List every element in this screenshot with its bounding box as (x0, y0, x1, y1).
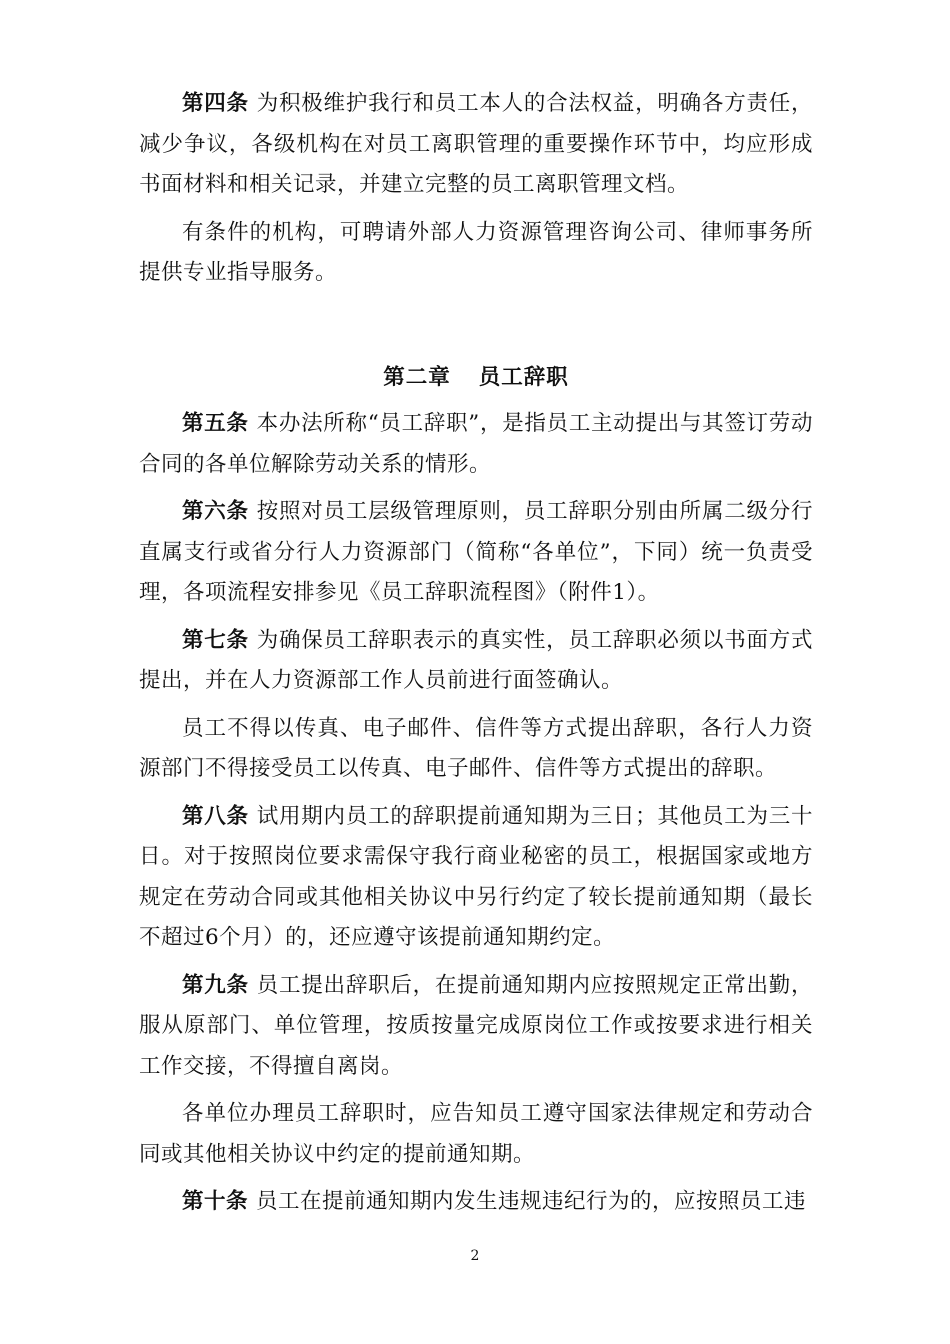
article-text: 员工提出辞职后，在提前通知期内应按照规定正常出勤，服从原部门、单位管理，按质按量完成原岗位工作或按要求进行相关工作交接，不得擅自离岗。 (139, 972, 813, 1079)
article-text: 为积极维护我行和员工本人的合法权益，明确各方责任，减少争议，各级机构在对员工离职管理的重要操作环节中，均应形成书面材料和相关记录，并建立完整的员工离职管理文档。 (139, 91, 813, 197)
article-label: 第八条 (182, 803, 249, 829)
chapter-heading (139, 358, 813, 399)
article-label: 第五条 (182, 411, 249, 436)
article-text: 员工在提前通知期内发生违规违纪行为的，应按照员工违 (256, 1189, 807, 1214)
article-label: 第十条 (182, 1189, 249, 1214)
article-label: 第四条 (182, 91, 249, 116)
article-paragraph-6 (139, 492, 813, 614)
chapter-title: 员工辞职 (478, 364, 569, 390)
body-paragraph (139, 1094, 813, 1175)
article-label: 第七条 (182, 627, 249, 653)
page-number: 2 (470, 1248, 480, 1264)
body-paragraph (139, 709, 813, 790)
chapter-number: 第二章 (383, 364, 451, 390)
paragraph-text: 员工不得以传真、电子邮件、信件等方式提出辞职，各行人力资源部门不得接受员工以传真、电子邮件、信件等方式提出的辞职。 (139, 715, 813, 781)
document-body (139, 84, 813, 1230)
article-label: 第九条 (182, 972, 249, 998)
article-paragraph-8 (139, 797, 813, 959)
article-label: 第六条 (182, 499, 249, 524)
article-paragraph-10 (139, 1182, 813, 1223)
article-text: 为确保员工辞职表示的真实性，员工辞职必须以书面方式提出，并在人力资源部工作人员前进行面签确认。 (139, 627, 813, 693)
article-text: 按照对员工层级管理原则，员工辞职分别由所属二级分行直属支行或省分行人力资源部门（简称“各单位”，下同）统一负责受理，各项流程安排参见《员工辞职流程图》（附件1）。 (139, 499, 813, 605)
article-paragraph-5 (139, 404, 813, 485)
article-paragraph-4 (139, 84, 813, 206)
body-paragraph (139, 213, 813, 294)
article-text: 试用期内员工的辞职提前通知期为三日；其他员工为三十日。对于按照岗位要求需保守我行商业秘密的员工，根据国家或地方规定在劳动合同或其他相关协议中另行约定了较长提前通知期（最长不超过6个月）的，还应遵守该提前通知期约定。 (139, 803, 813, 950)
article-paragraph-9 (139, 966, 813, 1088)
article-text: 本办法所称“员工辞职”，是指员工主动提出与其签订劳动合同的各单位解除劳动关系的情形。 (139, 411, 813, 477)
paragraph-text: 有条件的机构，可聘请外部人力资源管理咨询公司、律师事务所提供专业指导服务。 (139, 219, 813, 285)
article-paragraph-7 (139, 621, 813, 702)
paragraph-text: 各单位办理员工辞职时，应告知员工遵守国家法律规定和劳动合同或其他相关协议中约定的提前通知期。 (139, 1101, 813, 1167)
